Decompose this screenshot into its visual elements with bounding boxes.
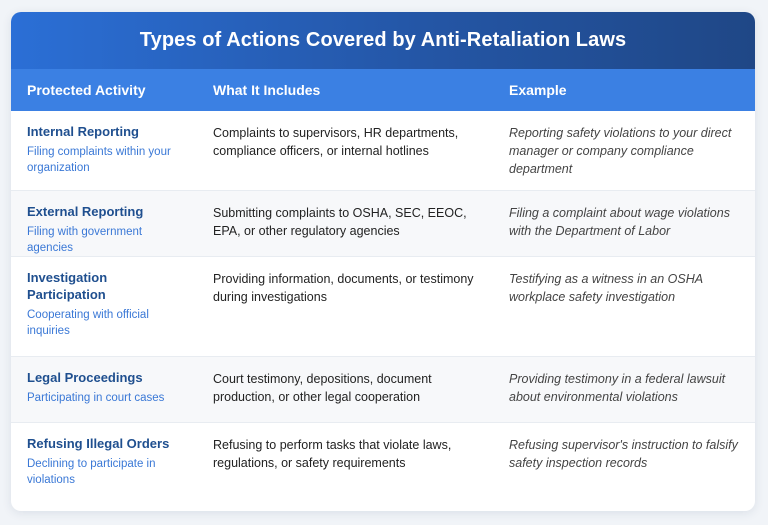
activity-cell (11, 190, 197, 256)
includes-cell: Submitting complaints to OSHA, SEC, EEOC, EPA, or other regulatory agencies (213, 205, 467, 238)
table-row (11, 422, 755, 511)
activity-description: Declining to participate in violations (27, 457, 156, 486)
activity-description: Filing with government agencies (27, 225, 143, 254)
activity-cell (11, 356, 197, 422)
activity-cell (11, 111, 197, 190)
title-bar (11, 12, 755, 69)
header-protected-activity: Protected Activity (27, 82, 146, 98)
example-cell: Filing a complaint about wage violations with the Department of Labor (509, 205, 730, 238)
example-cell: Reporting safety violations to your direct manager or company compliance department (509, 126, 732, 176)
header-what-it-includes: What It Includes (213, 82, 321, 98)
content-card (11, 12, 755, 511)
page-title: Types of Actions Covered by Anti-Retaliation Laws (139, 29, 627, 51)
example-cell: Refusing supervisor's instruction to falsify safety inspection records (509, 437, 738, 470)
activity-description: Participating in court cases (27, 391, 165, 404)
header-example: Example (509, 82, 567, 98)
activity-cell (11, 256, 197, 356)
table-row (11, 190, 755, 256)
includes-cell: Refusing to perform tasks that violate laws, regulations, or safety requirements (213, 437, 452, 470)
activity-name: Investigation Participation (27, 269, 108, 302)
includes-cell: Complaints to supervisors, HR departments, compliance officers, or internal hotlines (213, 126, 459, 158)
activity-name: Legal Proceedings (27, 369, 143, 385)
table-row (11, 111, 755, 190)
protected-activities-table (11, 69, 755, 511)
table-row (11, 256, 755, 356)
activity-name: External Reporting (27, 203, 144, 219)
includes-cell: Court testimony, depositions, document production, or other legal cooperation (213, 371, 432, 404)
activity-name: Refusing Illegal Orders (27, 435, 170, 451)
example-cell: Providing testimony in a federal lawsuit about environmental violations (509, 371, 726, 404)
activity-description: Filing complaints within your organization (27, 146, 171, 174)
includes-cell: Providing information, documents, or testimony during investigations (213, 271, 474, 304)
activity-description: Cooperating with official inquiries (27, 308, 149, 337)
activity-name: Internal Reporting (27, 124, 139, 139)
example-cell: Testifying as a witness in an OSHA workplace safety investigation (509, 271, 703, 304)
table-row (11, 356, 755, 422)
table-header-row (11, 69, 755, 111)
activity-cell (11, 422, 197, 511)
